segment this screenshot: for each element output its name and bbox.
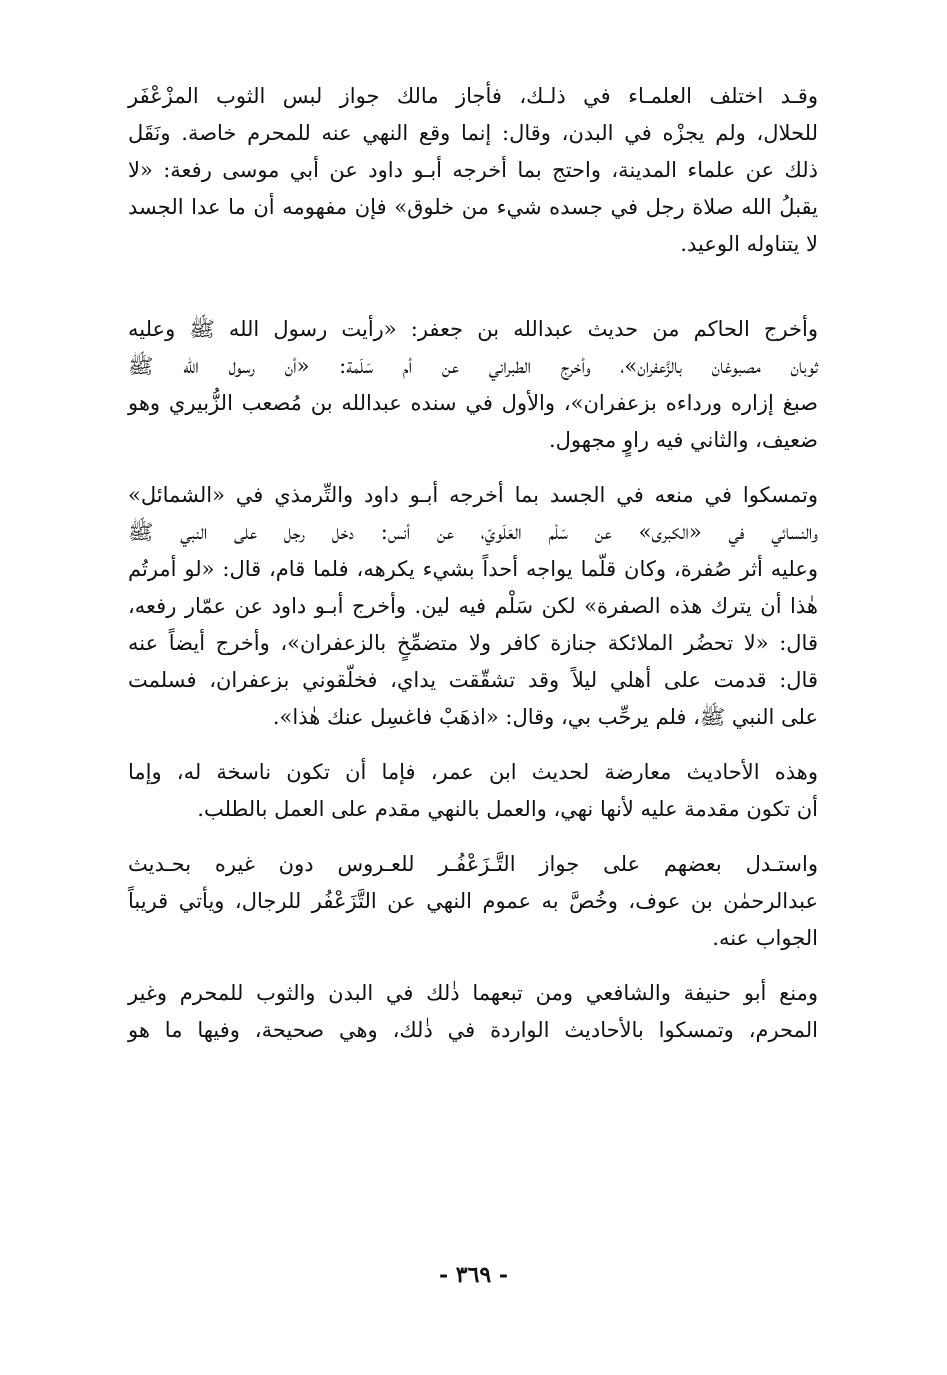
text-line: لا يتناوله الوعيد. <box>680 232 818 256</box>
text-line: قال: «لا تحضُر الملائكة جنازة كافر ولا متضمِّخٍ بالزعفران»، وأخرج أيضاً عنه <box>128 631 818 655</box>
paragraph-5 <box>128 846 818 957</box>
text-line: يقبلُ الله صلاة رجل في جسده شيء من خلوق» فإن مفهومه أن ما عدا الجسد <box>128 195 818 219</box>
text-line: ومنع أبو حنيفة والشافعي ومن تبعهما ذٰلك في البدن والثوب للمحرم وغير <box>128 981 818 1005</box>
paragraph-1 <box>128 78 818 263</box>
text-line: وقـد اختلف العلمـاء في ذلـك، فأجاز مالك جواز لبس الثوب المزْعْفَر <box>128 84 818 108</box>
text-line: ذلك عن علماء المدينة، واحتج بما أخرجه أبـو داود عن أبي موسى رفعة: «لا <box>128 158 818 182</box>
paragraph-gap <box>128 263 818 311</box>
text-line: وتمسكوا في منعه في الجسد بما أخرجه أبـو داود والتِّرمذي في «الشمائل» <box>128 483 818 507</box>
paragraph-3 <box>128 477 818 736</box>
text-line: ضعيف، والثاني فيه راوٍ مجهول. <box>549 428 818 452</box>
paragraph-gap <box>128 736 818 754</box>
paragraph-gap <box>128 459 818 477</box>
page-body <box>128 78 818 1049</box>
paragraph-6 <box>128 975 818 1049</box>
text-line: الجواب عنه. <box>712 926 818 950</box>
text-line: هٰذا أن يترك هذه الصفرة» لكن سَلْم فيه لين. وأخرج أبـو داود عن عمّار رفعه، <box>128 594 818 618</box>
text-line: والنسائي في «الكبرى» عن سَلْم العَلَويّ، عن أنس: دخل رجل على النبي ﷺ <box>128 520 818 544</box>
text-line: عبدالرحمٰن بن عوف، وخُصَّ به عموم النهي عن التَّزَعْفُر للرجال، ويأتي قريباً <box>128 889 818 913</box>
paragraph-gap <box>128 957 818 975</box>
text-line: أن تكون مقدمة عليه لأنها نهي، والعمل بالنهي مقدم على العمل بالطلب. <box>197 797 818 821</box>
text-line: واستـدل بعضهم على جواز التَّـزَعْفُـر للعـروس دون غيره بحـديث <box>128 852 818 876</box>
paragraph-2 <box>128 311 818 459</box>
text-line: قال: قدمت على أهلي ليلاً وقد تشقّقت يداي، فخلّقوني بزعفران، فسلمت <box>128 668 818 692</box>
text-line: المحرم، وتمسكوا بالأحاديث الواردة في ذٰلك، وهي صحيحة، وفيها ما هو <box>128 1018 818 1042</box>
paragraph-gap <box>128 828 818 846</box>
text-line: وأخرج الحاكم من حديث عبدالله بن جعفر: «رأيت رسول الله ﷺ وعليه <box>128 317 818 341</box>
text-line: ثوبان مصبوغان بالزَّعفران»، وأخرج الطبراني عن أم سَلَمة: «أن رسول الله ﷺ <box>128 354 818 378</box>
text-line: وعليه أثر صُفرة، وكان قلّما يواجه أحداً بشيء يكرهه، فلما قام، قال: «لو أمرتُم <box>128 557 818 581</box>
text-line: على النبي ﷺ، فلم يرحِّب بي، وقال: «اذهَبْ فاغسِل عنك هٰذا». <box>272 705 818 729</box>
text-line: للحلال، ولم يجزْه في البدن، وقال: إنما وقع النهي عنه للمحرم خاصة. ونَقَل <box>128 121 818 145</box>
page-number: - ٣٦٩ - <box>438 1262 509 1288</box>
text-line: صبغ إزاره ورداءه بزعفران»، والأول في سنده عبدالله بن مُصعب الزُّبيري وهو <box>128 391 818 415</box>
text-line: وهذه الأحاديث معارضة لحديث ابن عمر، فإما أن تكون ناسخة له، وإما <box>128 760 818 784</box>
paragraph-4 <box>128 754 818 828</box>
